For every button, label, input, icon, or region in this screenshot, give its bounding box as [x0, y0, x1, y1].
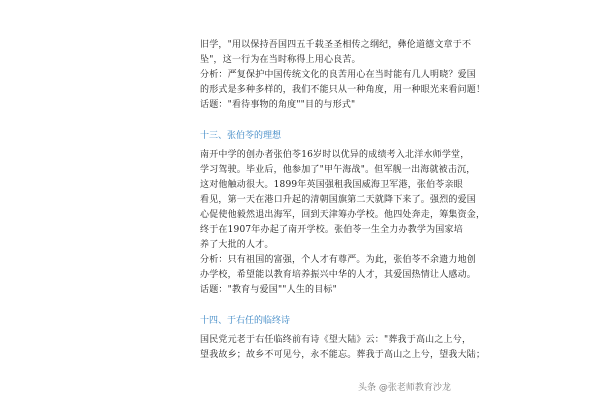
- text-line: 坠"，这一行为在当时称得上用心良苦。: [200, 55, 361, 65]
- text-line: 这对他触动很大。1899年英国强租我国威海卫军港，张伯苓亲眼: [200, 180, 463, 190]
- section-14-heading: 十四、于右任的临终诗: [200, 316, 291, 326]
- intro-paragraph: [200, 38, 486, 113]
- text-line: 的形式是多种多样的，我们不能只从一种角度，用一种眼光来看问题！: [200, 85, 486, 95]
- watermark-text: 头条 @张老师教育沙龙: [358, 383, 451, 393]
- text-line: 看见，第一天在港口升起的清朝国旗第二天就降下来了。强烈的爱国: [200, 195, 477, 205]
- text-line: 南开中学的创办者张伯苓16岁时以优异的成绩考入北洋水师学堂，: [200, 150, 470, 160]
- section-13-body: [200, 148, 486, 298]
- text-line: 话题："教育与爱国""人生的目标": [200, 285, 337, 295]
- text-line: 分析：只有祖国的富强，个人才有尊严。为此，张伯苓不余遗力地创: [200, 255, 477, 265]
- watermark: [358, 380, 451, 393]
- text-column: [200, 38, 486, 363]
- text-line: 办学校，希望能以教育培养振兴中华的人才，其爱国热情让人感动。: [200, 270, 477, 280]
- text-line: 望我故乡；故乡不可见兮，永不能忘。葬我于高山之上兮，望我大陆；: [200, 350, 486, 360]
- section-14-body: [200, 333, 486, 363]
- text-line: 分析：严复保护中国传统文化的良苦用心在当时能有几人明晓？爱国: [200, 70, 477, 80]
- text-line: 旧学，"用以保持吾国四五千载圣圣相传之纲纪，彝伦道德文章于不: [200, 40, 472, 50]
- text-line: 国民党元老于右任临终前有诗《望大陆》云："葬我于高山之上兮，: [200, 335, 472, 345]
- text-line: 终于在1907年办起了南开学校。张伯苓一生全力办教学为国家培: [200, 225, 463, 235]
- text-line: 学习驾驶。毕业后，他参加了"甲午海战"。但军舰一出海就被击沉，: [200, 165, 476, 175]
- section-13-heading: 十三、张伯苓的理想: [200, 131, 282, 141]
- text-line: 养了大批的人才。: [200, 240, 274, 250]
- text-line: 话题："看待事物的角度""目的与形式": [200, 100, 356, 110]
- text-line: 心促使他毅然退出海军，回到天津筹办学校。他四处奔走，筹集资金，: [200, 210, 486, 220]
